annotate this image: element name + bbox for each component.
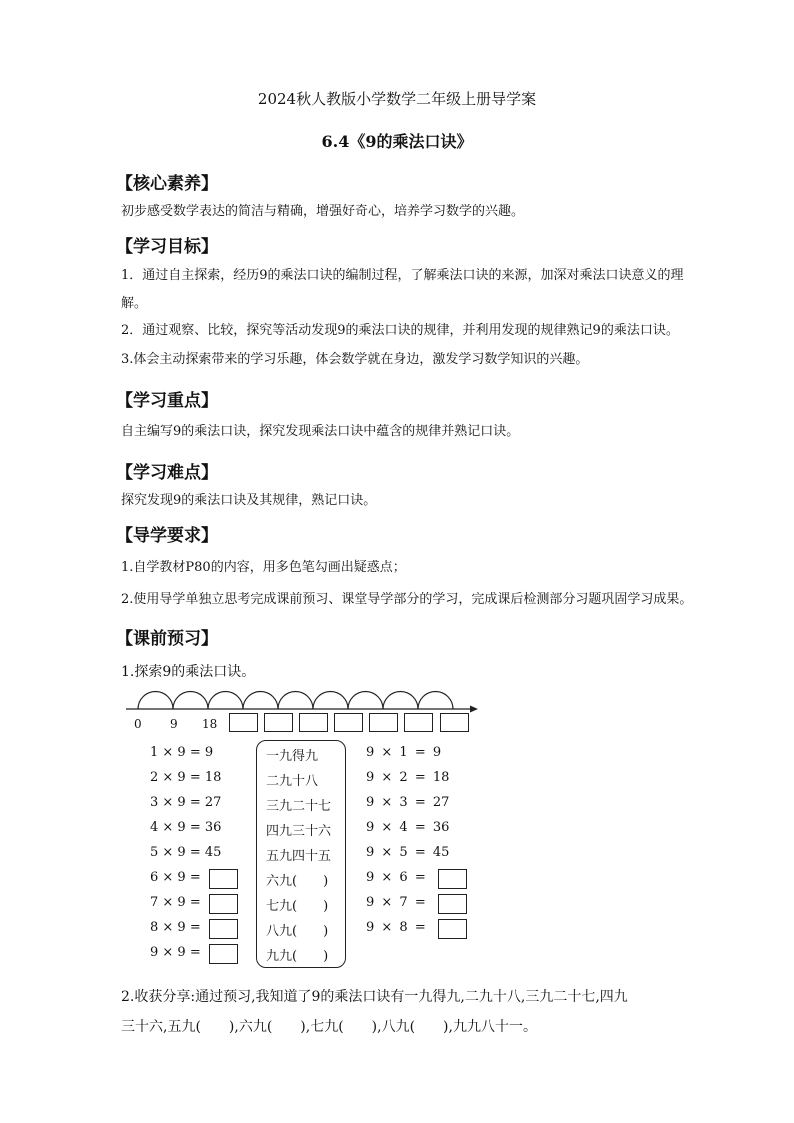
right-equation: 9 × 7 = [366,895,426,910]
mnemonic: 八九( ) [266,924,329,939]
left-equation: 4 × 9 = 36 [150,820,222,835]
goal-item-3: 3.体会主动探索带来的学习乐趣，体会数学就在身边，激发学习数学知识的兴趣。 [121,352,589,367]
goal-item-2: 2．通过观察、比较，探究等活动发现9的乘法口诀的规律，并利用发现的规律熟记9的乘法口诀。 [121,323,679,338]
heading-difficulty: 【学习难点】 [116,463,218,483]
left-answer-box[interactable] [209,944,238,964]
right-answer-box[interactable] [438,869,467,889]
mnemonic: 三九二十七 [266,799,332,814]
right-equation: 9 × 2 = 18 [366,770,450,785]
left-equation: 1 × 9 = 9 [150,745,214,760]
right-equation: 9 × 5 = 45 [366,845,450,860]
requirement-item-1: 1.自学教材P80的内容，用多色笔勾画出疑惑点； [121,560,406,575]
right-equation: 9 × 1 = 9 [366,745,442,760]
heading-key: 【学习重点】 [116,391,218,411]
right-answer-box[interactable] [438,894,467,914]
number-line [120,680,490,716]
goal-item-1-line-2: 解。 [121,296,148,311]
preview-task-2-line-2: 三十六,五九( ),六九( ),七九( ),八九( ),九九八十一。 [121,1019,537,1035]
goal-item-1-line-1: 1．通过自主探索，经历9的乘法口诀的编制过程，了解乘法口诀的来源，加深对乘法口诀意义的理 [121,268,684,283]
numberline-answer-box[interactable] [334,713,363,732]
heading-requirements: 【导学要求】 [116,526,218,546]
left-answer-box[interactable] [209,869,238,889]
mnemonic: 六九( ) [266,874,329,889]
left-equation: 7 × 9 = [150,895,201,910]
key-text: 自主编写9的乘法口诀，探究发现乘法口诀中蕴含的规律并熟记口诀。 [121,424,520,439]
numberline-label: 9 [170,717,178,731]
right-equation: 9 × 3 = 27 [366,795,450,810]
mnemonic: 五九四十五 [266,849,332,864]
numberline-answer-box[interactable] [440,713,469,732]
mnemonic: 一九得九 [266,749,319,764]
left-equation: 6 × 9 = [150,870,201,885]
left-equation: 5 × 9 = 45 [150,845,222,860]
numberline-label: 0 [134,717,142,731]
mnemonic: 二九十八 [266,774,319,789]
numberline-answer-box[interactable] [404,713,433,732]
left-equation: 8 × 9 = [150,920,201,935]
numberline-answer-box[interactable] [229,713,258,732]
left-equation: 9 × 9 = [150,945,201,960]
difficulty-text: 探究发现9的乘法口诀及其规律，熟记口诀。 [121,493,377,508]
preview-task-2-line-1: 2.收获分享:通过预习,我知道了9的乘法口诀有一九得九,二九十八,三九二十七,四九 [121,989,628,1005]
left-equation: 3 × 9 = 27 [150,795,222,810]
numberline-answer-box[interactable] [369,713,398,732]
left-equation: 2 × 9 = 18 [150,770,222,785]
mnemonic: 四九三十六 [266,824,332,839]
right-equation: 9 × 4 = 36 [366,820,450,835]
numberline-label: 18 [202,717,218,731]
heading-core: 【核心素养】 [116,174,218,194]
requirement-item-2: 2.使用导学单独立思考完成课前预习、课堂导学部分的学习，完成课后检测部分习题巩固学习成果。 [121,592,693,607]
numberline-answer-box[interactable] [299,713,328,732]
left-answer-box[interactable] [209,894,238,914]
heading-preview: 【课前预习】 [116,629,218,649]
right-answer-box[interactable] [438,919,467,939]
document-title: 2024秋人教版小学数学二年级上册导学案 [257,90,537,108]
preview-task-1: 1.探索9的乘法口诀。 [121,664,256,680]
left-answer-box[interactable] [209,919,238,939]
hop-arcs [138,692,453,710]
mnemonic: 九九( ) [266,949,329,964]
lesson-title: 6.4《9的乘法口诀》 [321,132,473,151]
right-equation: 9 × 6 = [366,870,426,885]
core-text: 初步感受数学表达的简洁与精确，增强好奇心，培养学习数学的兴趣。 [121,204,525,219]
mnemonic: 七九( ) [266,899,329,914]
right-equation: 9 × 8 = [366,920,426,935]
numberline-answer-box[interactable] [264,713,293,732]
heading-goals: 【学习目标】 [116,237,218,257]
